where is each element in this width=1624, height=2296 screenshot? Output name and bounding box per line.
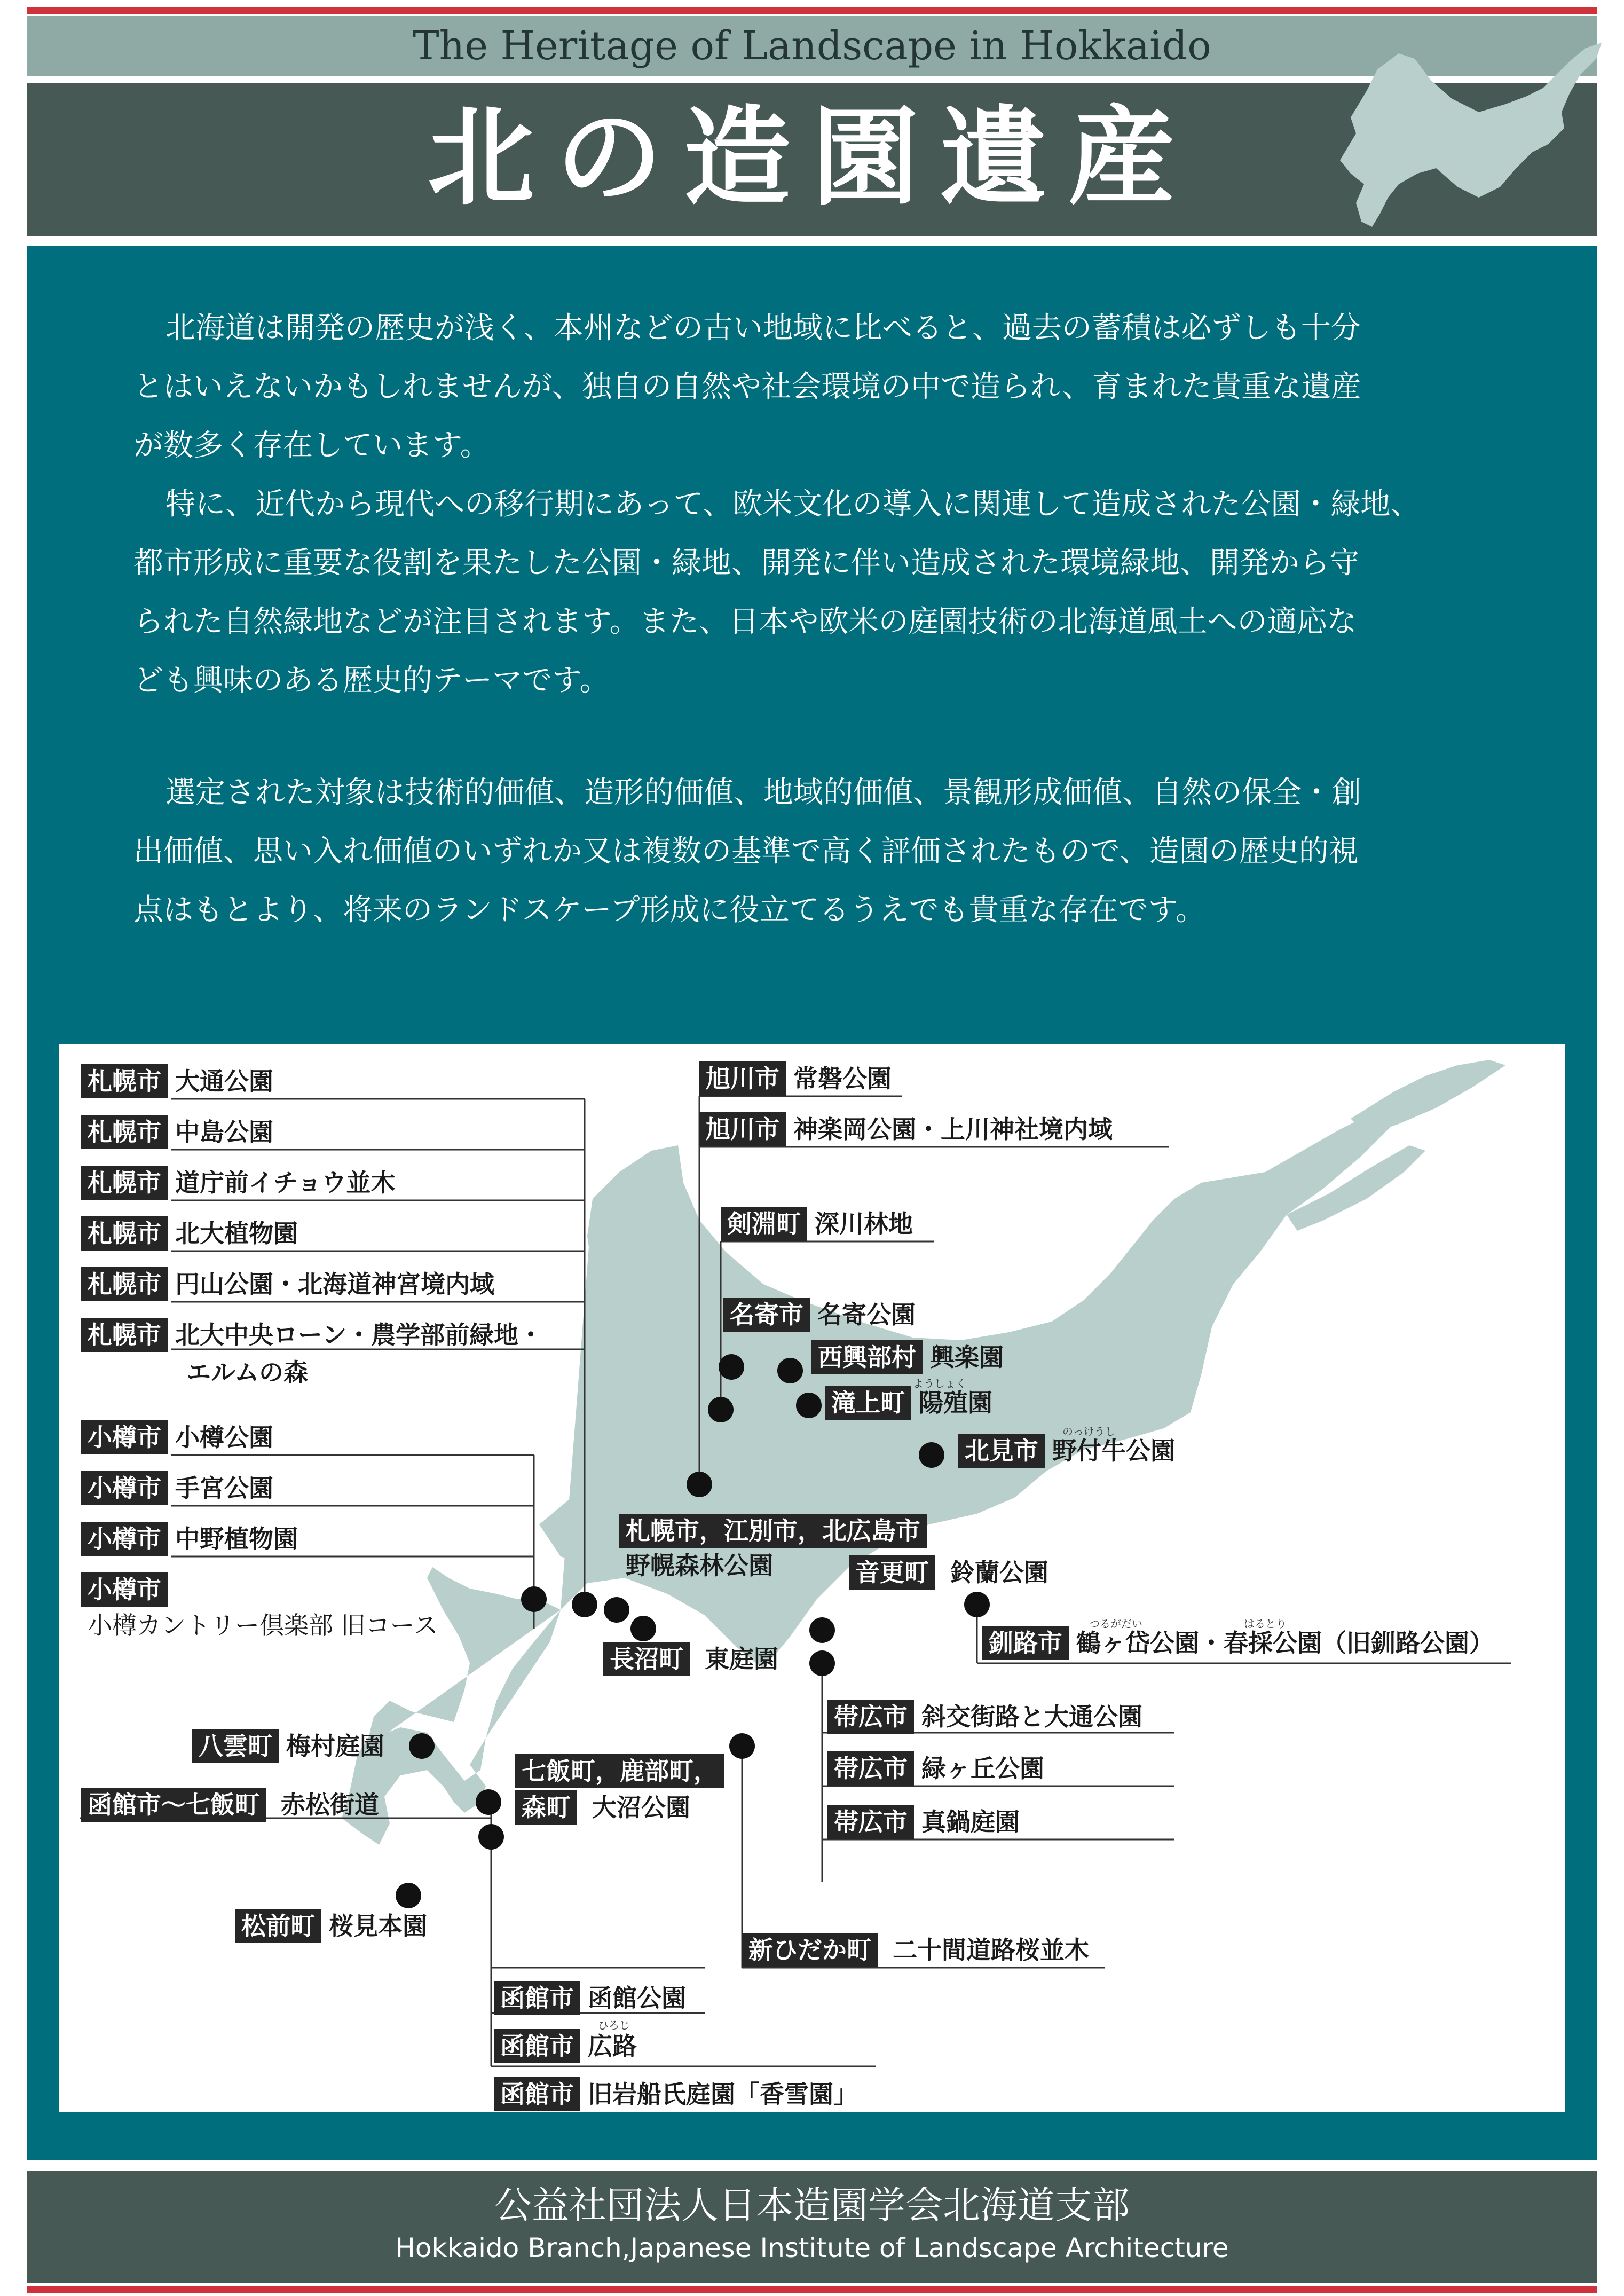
- site-city: 札幌市: [81, 1166, 168, 1200]
- site-city: 旭川市: [699, 1112, 786, 1146]
- site-label-sapporo-hokudai: [81, 1318, 543, 1352]
- site-label-otaru-temiya: [81, 1471, 273, 1505]
- site-label-nopporo-line2: [619, 1548, 773, 1583]
- site-label-otaru-country: [81, 1572, 168, 1607]
- site-city: 札幌市: [81, 1115, 168, 1149]
- site-place: 桜見本園: [329, 1912, 427, 1940]
- site-label-onuma-line2: [515, 1790, 690, 1825]
- heritage-map: [59, 1044, 1565, 2112]
- site-dot-otaru: [521, 1586, 547, 1612]
- site-dot-shinhidaka: [729, 1733, 755, 1759]
- intro-line-10: 点はもとより、将来のランドスケープ形成に役立てるうえでも貴重な存在です。: [133, 893, 1206, 927]
- site-label-obihiro-shako: [827, 1700, 1142, 1734]
- bottom-red-line: [27, 2286, 1597, 2293]
- site-label-matsumae: [235, 1909, 427, 1943]
- site-city: 剣淵町: [721, 1207, 807, 1241]
- site-place: 道庁前イチョウ並木: [175, 1168, 396, 1197]
- site-place: 常磐公園: [793, 1064, 892, 1093]
- site-city: 松前町: [235, 1909, 321, 1943]
- site-label-shinhidaka: [742, 1933, 1089, 1967]
- site-place: 緑ヶ丘公園: [921, 1754, 1044, 1783]
- site-place: 北大植物園: [175, 1219, 298, 1248]
- site-place-2: エルムの森: [186, 1358, 309, 1387]
- site-label-obihiro-manabe: [827, 1805, 1020, 1839]
- site-place: 中野植物園: [175, 1524, 298, 1553]
- site-city: 帯広市: [827, 1805, 914, 1839]
- site-place: 東庭園: [705, 1645, 778, 1673]
- site-label-nishiokoppe: [811, 1340, 1004, 1374]
- site-label-nopporo: [619, 1514, 927, 1548]
- site-city: 八雲町: [192, 1729, 279, 1763]
- site-dot-sapporo: [572, 1592, 597, 1617]
- intro-line-2: とはいえないかもしれませんが、独自の自然や社会環境の中で造られ、育まれた貴重な遺産: [133, 369, 1361, 404]
- intro-line-3: が数多く存在しています。: [133, 428, 490, 463]
- site-label-akamatsu: [81, 1788, 379, 1822]
- intro-line-1: 北海道は開発の歴史が浅く、本州などの古い地域に比べると、過去の蓄積は必ずしも十分: [165, 311, 1361, 345]
- site-place: 函館公園: [588, 1984, 686, 2012]
- site-city: 長沼町: [603, 1642, 690, 1676]
- site-city: 北見市: [958, 1434, 1045, 1468]
- site-dot-otofuke: [809, 1617, 835, 1643]
- site-place: 真鍋庭園: [921, 1807, 1020, 1836]
- site-dot-kenbuchi: [708, 1397, 734, 1422]
- site-place-2: 小樽カントリー倶楽部 旧コース: [88, 1611, 438, 1640]
- ruby-yoshoku: ようしょく: [913, 1377, 966, 1390]
- site-label-kitami: [958, 1434, 1175, 1468]
- english-title: The Heritage of Landscape in Hokkaido: [413, 23, 1211, 69]
- site-city: 札幌市: [81, 1216, 168, 1251]
- site-place: 鈴蘭公園: [950, 1558, 1048, 1587]
- site-label-hakodate-park: [494, 1981, 686, 2015]
- site-label-sapporo-odori: [81, 1064, 273, 1098]
- site-city: 釧路市: [982, 1626, 1069, 1660]
- site-city: 滝上町: [825, 1386, 911, 1420]
- site-city: 音更町: [849, 1555, 935, 1590]
- site-city: 札幌市: [81, 1318, 168, 1352]
- site-dot-yakumo: [409, 1733, 435, 1759]
- site-city: 小樽市: [81, 1522, 168, 1556]
- site-city: 函館市: [494, 2077, 580, 2111]
- site-dot-kushiro: [964, 1592, 990, 1617]
- site-city: 旭川市: [699, 1061, 786, 1096]
- site-city: 札幌市: [81, 1267, 168, 1301]
- site-place-2: 野幌森林公園: [626, 1551, 773, 1580]
- site-place: 大沼公園: [592, 1793, 690, 1822]
- site-place: 興楽園: [930, 1343, 1004, 1372]
- intro-line-6: られた自然緑地などが注目されます。また、日本や欧米の庭園技術の北海道風土への適応な: [133, 604, 1357, 639]
- site-dot-asahikawa: [687, 1472, 712, 1497]
- site-label-asahikawa-tokiwa: [699, 1061, 892, 1096]
- site-dot-nopporo: [604, 1597, 629, 1623]
- site-label-sapporo-hokudai-line2: [179, 1355, 308, 1389]
- site-dot-matsumae: [396, 1883, 421, 1908]
- site-city: 札幌市: [81, 1064, 168, 1098]
- site-place: 手宮公園: [175, 1474, 273, 1503]
- site-place: 旧岩船氏庭園「香雪園」: [588, 2080, 858, 2109]
- site-place: 大通公園: [175, 1067, 273, 1096]
- site-place: 深川林地: [815, 1209, 913, 1238]
- ruby-harutori: はるとり: [1244, 1617, 1287, 1630]
- site-label-otaru-park: [81, 1420, 273, 1454]
- site-label-sapporo-maruyama: [81, 1267, 494, 1301]
- site-city: 西興部村: [811, 1340, 923, 1374]
- site-city: 七飯町，鹿部町，: [515, 1754, 724, 1788]
- site-dot-onuma: [478, 1824, 504, 1850]
- site-place: 二十間道路桜並木: [893, 1936, 1089, 1964]
- site-place: 中島公園: [175, 1118, 273, 1146]
- site-place: 円山公園・北海道神宮境内域: [175, 1270, 494, 1299]
- site-dot-takinoue: [796, 1393, 822, 1418]
- site-label-sapporo-botanic: [81, 1216, 298, 1251]
- hokkaido-map-icon: [1319, 37, 1618, 240]
- site-label-sapporo-nakajima: [81, 1115, 273, 1149]
- site-label-onuma: [515, 1754, 724, 1788]
- site-place: 名寄公園: [817, 1300, 916, 1329]
- site-city: 札幌市，江別市，北広島市: [619, 1514, 927, 1548]
- intro-line-9: 出価値、思い入れ価値のいずれか又は複数の基準で高く評価されたもので、造園の歴史的視: [133, 834, 1359, 869]
- site-city: 名寄市: [723, 1298, 810, 1332]
- site-city-2: 森町: [515, 1790, 577, 1825]
- site-label-obihiro-midorigaoka: [827, 1751, 1044, 1786]
- site-label-kushiro: [982, 1626, 1494, 1660]
- site-label-otaru-nakano: [81, 1522, 298, 1556]
- site-label-nayoro: [723, 1298, 916, 1332]
- footer-org-jp: 公益社団法人日本造園学会北海道支部: [494, 2183, 1130, 2227]
- site-label-otofuke: [849, 1555, 1048, 1590]
- site-place: 北大中央ローン・農学部前緑地・: [175, 1320, 543, 1349]
- etorofu-island: [1351, 1060, 1505, 1135]
- site-city: 函館市〜七飯町: [81, 1788, 266, 1822]
- ruby-tsurugadai: つるがだい: [1089, 1617, 1142, 1630]
- site-city: 函館市: [494, 2029, 580, 2063]
- site-place: 陽殖園: [919, 1388, 992, 1417]
- site-dot-nayoro: [719, 1354, 744, 1380]
- footer-org-en: Hokkaido Branch,Japanese Institute of Landscape Architecture: [395, 2232, 1229, 2263]
- site-dot-kitami: [919, 1442, 944, 1468]
- site-place: 野付牛公園: [1052, 1436, 1175, 1465]
- site-label-hakodate-kosetsuen: [494, 2077, 858, 2111]
- site-city: 函館市: [494, 1981, 580, 2015]
- site-label-asahikawa-kaguraoka: [699, 1112, 1113, 1146]
- site-dot-obihiro: [809, 1650, 835, 1676]
- site-place: 神楽岡公園・上川神社境内域: [793, 1115, 1113, 1144]
- site-dot-nishiokoppe: [777, 1358, 803, 1383]
- site-city: 帯広市: [827, 1700, 914, 1734]
- site-place: 梅村庭園: [286, 1732, 384, 1760]
- site-city: 小樽市: [81, 1471, 168, 1505]
- site-city: 新ひだか町: [742, 1933, 878, 1967]
- site-place: 広路: [588, 2032, 637, 2061]
- site-label-sapporo-ginkgo: [81, 1166, 396, 1200]
- intro-line-8: 選定された対象は技術的価値、造形的価値、地域的価値、景観形成価値、自然の保全・創: [165, 775, 1361, 810]
- intro-line-4: 特に、近代から現代への移行期にあって、欧米文化の導入に関連して造成された公園・緑地、: [165, 487, 1421, 522]
- intro-line-5: 都市形成に重要な役割を果たした公園・緑地、開発に伴い造成された環境緑地、開発から守: [133, 546, 1359, 580]
- site-place: 斜交街路と大通公園: [921, 1702, 1142, 1731]
- intro-line-7: ども興味のある歴史的テーマです。: [133, 663, 610, 698]
- ruby-nokkeushi: のっけうし: [1062, 1425, 1116, 1438]
- site-place: 鶴ヶ岱公園・春採公園（旧釧路公園）: [1076, 1629, 1494, 1657]
- site-label-takinoue: [825, 1386, 992, 1420]
- site-label-otaru-country-line2: [81, 1608, 438, 1642]
- site-city: 小樽市: [81, 1572, 168, 1607]
- site-label-naganuma: [603, 1642, 778, 1676]
- site-label-kenbuchi: [721, 1207, 913, 1241]
- site-label-yakumo: [192, 1729, 384, 1763]
- site-city: 帯広市: [827, 1751, 914, 1786]
- site-city: 小樽市: [81, 1420, 168, 1454]
- site-dot-naganuma: [630, 1616, 656, 1641]
- site-place: 赤松街道: [281, 1790, 379, 1819]
- site-dot-akamatsu: [476, 1789, 501, 1815]
- ruby-hiroji: ひろじ: [598, 2019, 630, 2032]
- site-place: 小樽公園: [175, 1423, 273, 1452]
- top-red-line: [27, 7, 1597, 14]
- japanese-title: 北の造園遺産: [427, 95, 1196, 220]
- site-label-hakodate-hiroji: [494, 2029, 637, 2063]
